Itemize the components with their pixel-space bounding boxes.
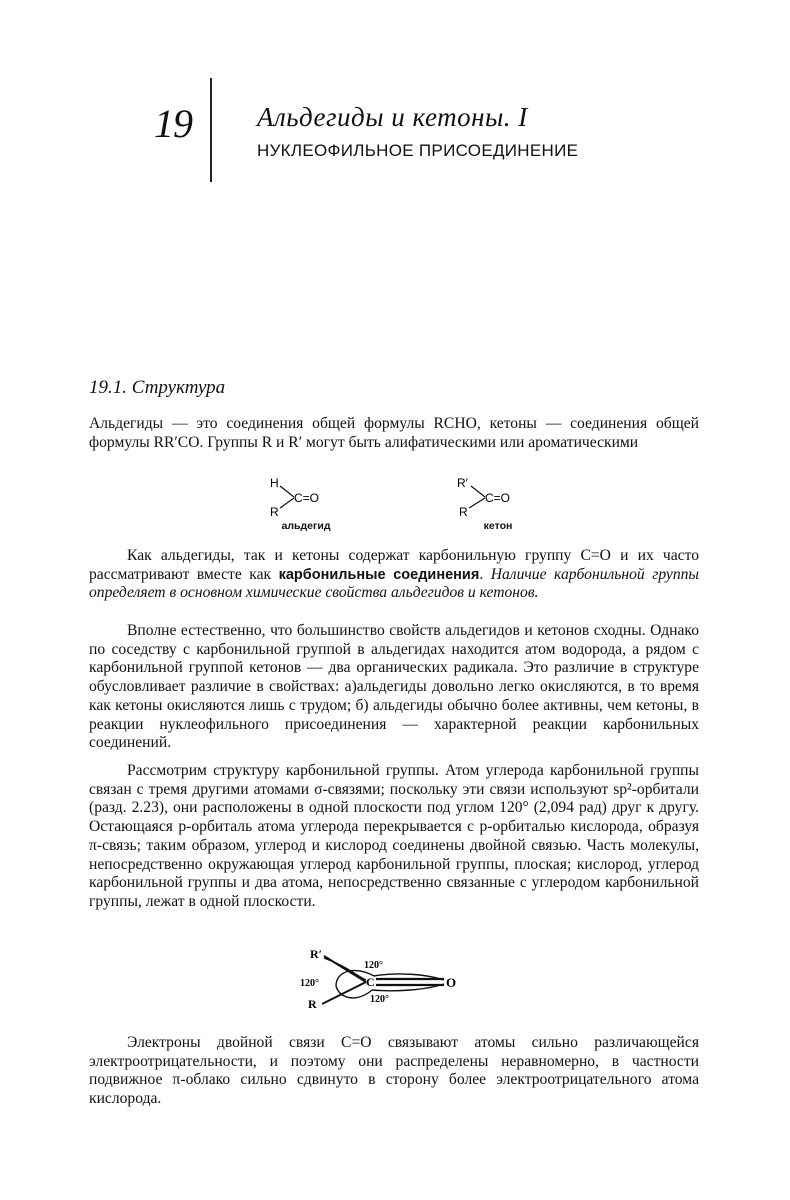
chapter-title: Альдегиды и кетоны. I [257,102,528,132]
term-carbonyl-compounds: карбонильные соединения [278,566,480,583]
section-title: 19.1. Структура [89,377,226,398]
ketone-group: C=O [485,491,511,505]
chapter-subtitle: НУКЛЕОФИЛЬНОЕ ПРИСОЕДИНЕНИЕ [257,141,579,160]
aldehyde-structure [266,476,346,532]
ketone-top-atom: R′ [457,476,468,490]
diagram-oxygen: O [446,975,457,990]
carbonyl-geometry-diagram [296,944,476,1019]
diagram-r-bottom: R [308,997,317,1011]
diagram-carbon: C [366,975,375,989]
aldehyde-caption: альдегид [281,520,331,532]
aldehyde-top-atom: H [270,476,279,490]
chapter-number: 19 [154,101,192,146]
ketone-structure [455,476,535,532]
p2-separator: . [479,565,491,583]
p2-italic: Наличие карбонильной группы определяет в основном химические свойства альдегидов и кетонов. [89,565,699,602]
diagram-angle-top: 120° [364,960,383,971]
paragraph-structure: Рассмотрим структуру карбонильной группы. Атом углерода карбонильной группы связан с тремя другими атомами σ-связями; поскольку эти связи используют sp²-орбитали (разд. 2.23), они расположены в одной плоскости под углом 120° (2,094 рад) друг к другу. Остающаяся p-орбиталь атома углерода перекрывается с p-орбиталью кислорода, образуя π-связь; таким образом, углерод и кислород соединены двойной связью. Часть молекулы, непосредственно окружающая углерод карбонильной группы, плоская; кислород, углерод карбонильной группы и два атома, непосредственно связанные с углеродом карбонильной группы, лежат в одной плоскости. [89,762,699,910]
ketone-bottom-atom: R [459,505,468,518]
diagram-angle-left: 120° [300,978,319,989]
chapter-divider [210,78,212,182]
diagram-r-top: R′ [310,947,323,961]
paragraph-differences: Вполне естественно, что большинство свойств альдегидов и кетонов сходны. Однако по соседству с карбонильной группой в альдегидах находится атом водорода, а рядом с карбонильной группой кетонов — два органических радикала. Это различие в структуре обусловливает различие в свойствах: а)альдегиды довольно легко окисляются, в то время как кетоны окисляются лишь с трудом; б) альдегиды обычно более активны, чем кетоны, в реакции нуклеофильного присоединения — характерной реакции карбонильных соединений. [89,622,699,752]
paragraph-electrons: Электроны двойной связи C=O связывают атомы сильно различающейся электроотрицательности, и поэтому они распределены неравномерно, в частности подвижное π-облако сильно сдвинуто в сторону более электроотрицательного атома кислорода. [89,1034,699,1108]
aldehyde-bottom-atom: R [270,505,279,518]
aldehyde-group: C=O [294,491,320,505]
p2-text: Как альдегиды, так и кетоны содержат карбонильную группу C=O и их часто рассматривают вместе как [89,547,699,583]
paragraph-carbonyl [89,547,699,603]
ketone-caption: кетон [483,520,513,532]
diagram-angle-bottom: 120° [370,994,389,1005]
paragraph-intro: Альдегиды — это соединения общей формулы RCHO, кетоны — соединения общей формулы RR′CO. Группы R и R′ могут быть алифатическими или ароматическими [89,415,699,451]
